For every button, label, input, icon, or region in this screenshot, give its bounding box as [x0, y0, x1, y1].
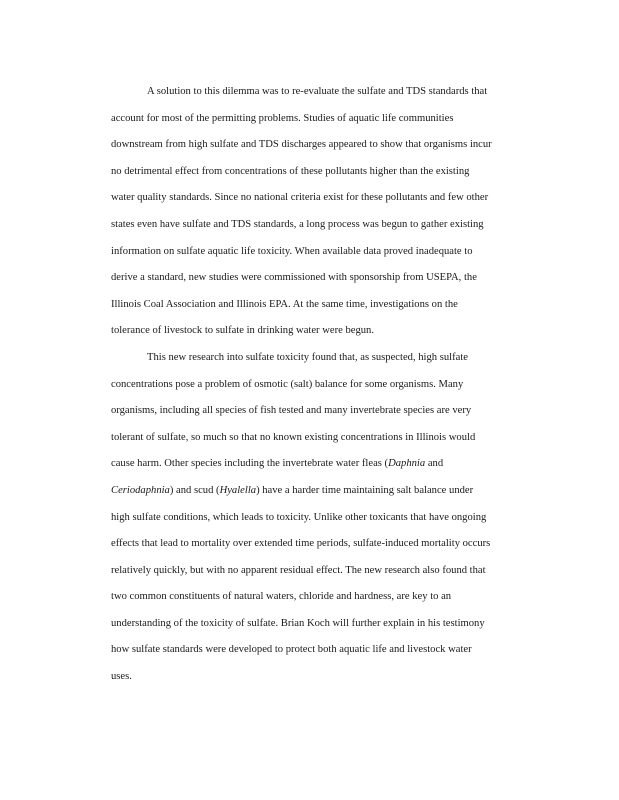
text-line: understanding of the toxicity of sulfate. Brian Koch will further explain in his testimony — [111, 617, 485, 629]
text-line: effects that lead to mortality over extended time periods, sulfate-induced mortality occurs — [111, 538, 491, 550]
text-line — [111, 478, 531, 505]
text-line: concentrations pose a problem of osmotic (salt) balance for some organisms. Many — [111, 378, 464, 390]
text-line: two common constituents of natural waters, chloride and hardness, are key to an — [111, 591, 452, 603]
text-span: ) and scud ( — [169, 484, 220, 496]
text-line: uses. — [111, 671, 132, 683]
text-span: and — [425, 458, 444, 470]
text-line: states even have sulfate and TDS standards, a long process was begun to gather existing — [111, 218, 484, 230]
body-text — [111, 79, 531, 691]
species-name-hyalella: Hyalella — [219, 484, 257, 496]
text-line: Illinois Coal Association and Illinois EPA. At the same time, investigations on the — [111, 298, 458, 310]
text-line: tolerant of sulfate, so much so that no known existing concentrations in Illinois would — [111, 431, 476, 443]
text-span: ) have a harder time maintaining salt balance under — [256, 484, 474, 496]
text-line: This new research into sulfate toxicity found that, as suspected, high sulfate — [147, 351, 468, 363]
text-line: account for most of the permitting problems. Studies of aquatic life communities — [111, 112, 454, 124]
text-line: no detrimental effect from concentrations of these pollutants higher than the existing — [111, 165, 470, 177]
species-name-ceriodaphnia: Ceriodaphnia — [111, 484, 170, 496]
paragraph-1 — [111, 79, 531, 345]
text-line: downstream from high sulfate and TDS discharges appeared to show that organisms incur — [111, 139, 492, 151]
text-line: how sulfate standards were developed to protect both aquatic life and livestock water — [111, 644, 472, 656]
text-line: organisms, including all species of fish tested and many invertebrate species are very — [111, 405, 472, 417]
text-line: high sulfate conditions, which leads to toxicity. Unlike other toxicants that have ongoing — [111, 511, 487, 523]
text-line: tolerance of livestock to sulfate in drinking water were begun. — [111, 325, 374, 337]
text-line — [111, 451, 531, 478]
text-line: water quality standards. Since no national criteria exist for these pollutants and few other — [111, 192, 489, 204]
paragraph-2 — [111, 345, 531, 691]
text-span: cause harm. Other species including the invertebrate water fleas ( — [111, 458, 389, 470]
text-line: A solution to this dilemma was to re-evaluate the sulfate and TDS standards that — [147, 86, 488, 97]
species-name-daphnia: Daphnia — [388, 458, 426, 470]
text-line: derive a standard, new studies were commissioned with sponsorship from USEPA, the — [111, 272, 477, 284]
text-line: information on sulfate aquatic life toxicity. When available data proved inadequate to — [111, 245, 473, 257]
text-line: relatively quickly, but with no apparent residual effect. The new research also found that — [111, 564, 486, 576]
